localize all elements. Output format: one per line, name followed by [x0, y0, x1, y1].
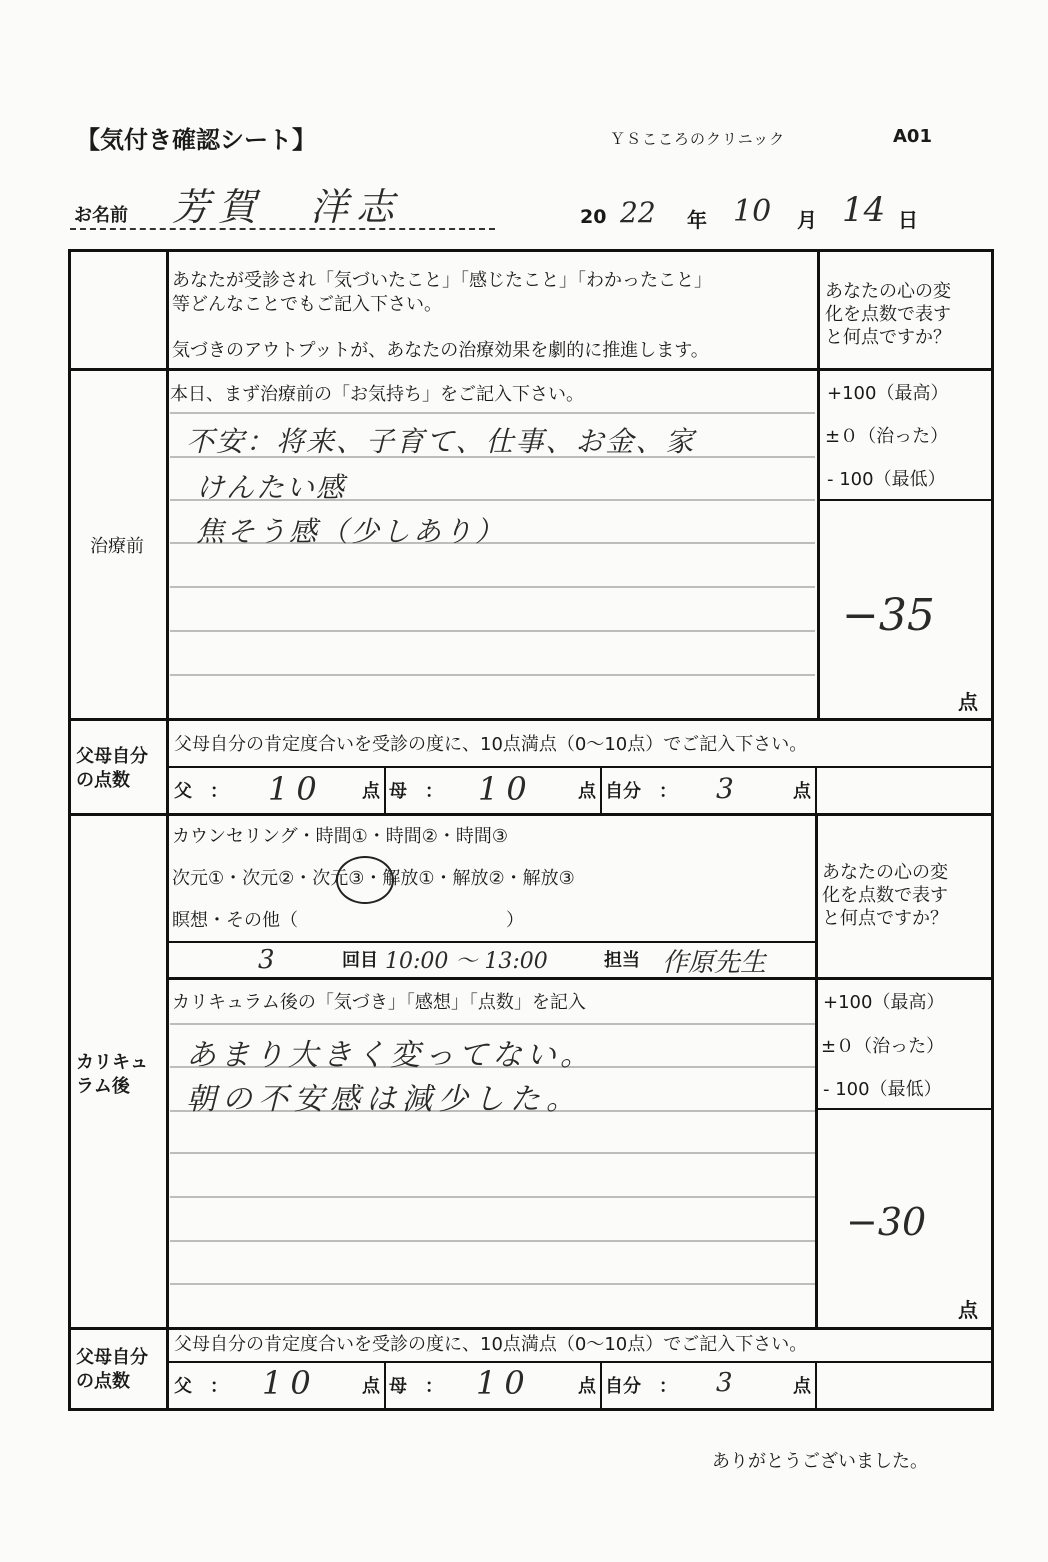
divider-scale-after	[815, 1108, 994, 1110]
selected-option-circle	[336, 856, 394, 904]
divider-p2-c	[815, 1363, 817, 1409]
after-handwritten-line: 朝の不安感は減少した。	[186, 1082, 582, 1117]
after-ruled-line	[170, 1196, 815, 1198]
before-handwritten-line: 不安：将来、子育て、仕事、お金、家	[186, 425, 696, 458]
divider-after-intro	[68, 368, 994, 371]
curriculum-line-3-close: ）	[506, 910, 524, 931]
parents2-self-unit: 点	[793, 1376, 811, 1397]
divider-before-after	[166, 977, 994, 980]
divider-left-col	[166, 251, 169, 1409]
day-value: 14	[842, 190, 886, 230]
before-scale-high: +100（最高）	[827, 383, 949, 404]
intro-line-3: 気づきのアウトプットが、あなたの治療効果を劇的に推進します。	[172, 340, 709, 361]
after-score-value: −30	[846, 1200, 927, 1244]
parents1-side-label-1: 父母自分	[76, 746, 148, 767]
name-underline	[70, 228, 495, 230]
after-side-label-2: ラム後	[76, 1076, 130, 1097]
parents2-father-label: 父 ：	[174, 1376, 228, 1397]
parents1-father-value: 10	[268, 770, 325, 808]
before-ruled-line	[170, 412, 815, 414]
intro-line-1: あなたが受診され「気づいたこと」「感じたこと」「わかったこと」	[172, 270, 712, 291]
parents2-side-label-1: 父母自分	[76, 1347, 148, 1368]
name-label: お名前	[74, 205, 128, 226]
parents1-father-unit: 点	[362, 781, 380, 802]
staff-value: 作原先生	[662, 948, 767, 978]
session-time-value: 10:00 〜 13:00	[385, 949, 548, 974]
after-scale-high: +100（最高）	[823, 992, 945, 1013]
after-ruled-line	[170, 1283, 815, 1285]
before-scale-mid: ±０（治った）	[825, 426, 949, 447]
before-ruled-line	[170, 674, 815, 676]
name-value: 芳賀 洋志	[172, 185, 403, 229]
divider-right-col-top	[817, 251, 820, 718]
divider-parents2-row	[166, 1361, 994, 1363]
divider-before-parents1	[68, 718, 994, 721]
after-ruled-line	[170, 1152, 815, 1154]
curriculum-score-question-2: 化を点数で表す	[822, 885, 948, 906]
before-score-value: −35	[842, 590, 935, 641]
before-handwritten-line: 焦そう感（少しあり）	[196, 515, 507, 548]
parents1-father-label: 父 ：	[174, 781, 228, 802]
before-ruled-line	[170, 586, 815, 588]
parents1-mother-value: 10	[478, 770, 535, 808]
divider-p2-b	[600, 1363, 602, 1409]
curriculum-line-2: 次元①・次元②・次元③・解放①・解放②・解放③	[172, 868, 575, 889]
intro-line-2: 等どんなことでもご記入下さい。	[172, 294, 442, 315]
before-side-label: 治療前	[90, 536, 144, 557]
divider-p1-b	[600, 768, 602, 813]
divider-p1-a	[384, 768, 386, 813]
after-scale-mid: ±０（治った）	[821, 1036, 945, 1057]
divider-p2-a	[384, 1363, 386, 1409]
session-count-label: 回目	[342, 950, 378, 971]
month-value: 10	[733, 194, 772, 229]
parents2-father-value: 10	[262, 1364, 319, 1402]
divider-scale-before	[817, 499, 994, 501]
parents1-side-label-2: の点数	[76, 770, 130, 791]
year-value: 22	[620, 196, 656, 229]
after-ruled-line	[170, 1240, 815, 1242]
parents1-self-unit: 点	[793, 781, 811, 802]
parents2-father-unit: 点	[362, 1376, 380, 1397]
parents2-side-label-2: の点数	[76, 1371, 130, 1392]
parents2-mother-unit: 点	[578, 1376, 596, 1397]
curriculum-score-question-3: と何点ですか？	[822, 908, 948, 929]
before-prompt: 本日、まず治療前の「お気持ち」をご記入下さい。	[170, 384, 584, 405]
curriculum-line-3-open: 瞑想・その他（	[172, 910, 298, 931]
session-count-value: 3	[258, 945, 275, 975]
parents1-prompt: 父母自分の肯定度合いを受診の度に、10点満点（0～10点）でご記入下さい。	[174, 734, 808, 755]
parents1-self-label: 自分 ：	[605, 781, 677, 802]
staff-label: 担当	[604, 950, 640, 971]
before-handwritten-line: けんたい感	[196, 471, 347, 504]
year-prefix: 20	[580, 206, 607, 228]
divider-parents1-row	[166, 766, 994, 768]
before-ruled-line	[170, 630, 815, 632]
parents1-mother-label: 母 ：	[389, 781, 443, 802]
curriculum-score-question-1: あなたの心の変	[822, 862, 948, 883]
before-scale-low: - 100（最低）	[827, 469, 946, 490]
after-handwritten-line: あまり大きく変ってない。	[186, 1038, 594, 1073]
clinic-name: ＹＳこころのクリニック	[610, 130, 786, 148]
after-scale-low: - 100（最低）	[823, 1079, 942, 1100]
parents2-self-value: 3	[716, 1368, 733, 1398]
before-score-unit: 点	[958, 690, 978, 714]
divider-before-parents2	[68, 1327, 994, 1330]
parents1-mother-unit: 点	[578, 781, 596, 802]
sheet-title: 【気付き確認シート】	[76, 126, 316, 154]
curriculum-line-1: カウンセリング・時間①・時間②・時間③	[172, 826, 509, 847]
parents2-mother-label: 母 ：	[389, 1376, 443, 1397]
after-ruled-line	[170, 1023, 815, 1025]
month-label: 月	[797, 208, 817, 232]
parents2-prompt: 父母自分の肯定度合いを受診の度に、10点満点（0～10点）でご記入下さい。	[174, 1334, 808, 1355]
parents2-mother-value: 10	[476, 1364, 533, 1402]
thanks-text: ありがとうございました。	[712, 1451, 928, 1472]
divider-before-curriculum	[68, 813, 994, 816]
divider-right-col-bottom	[815, 815, 818, 1328]
parents2-self-label: 自分 ：	[605, 1376, 677, 1397]
after-side-label-1: カリキュ	[76, 1052, 148, 1073]
sheet-code: A01	[893, 126, 932, 147]
intro-score-question-3: と何点ですか？	[825, 327, 951, 348]
intro-score-question-2: 化を点数で表す	[825, 304, 951, 325]
divider-p1-c	[815, 768, 817, 813]
parents1-self-value: 3	[716, 772, 734, 805]
after-score-unit: 点	[958, 1298, 978, 1322]
year-label: 年	[687, 208, 707, 232]
day-label: 日	[898, 208, 918, 232]
after-prompt: カリキュラム後の「気づき」「感想」「点数」を記入	[172, 992, 586, 1013]
intro-score-question-1: あなたの心の変	[825, 281, 951, 302]
